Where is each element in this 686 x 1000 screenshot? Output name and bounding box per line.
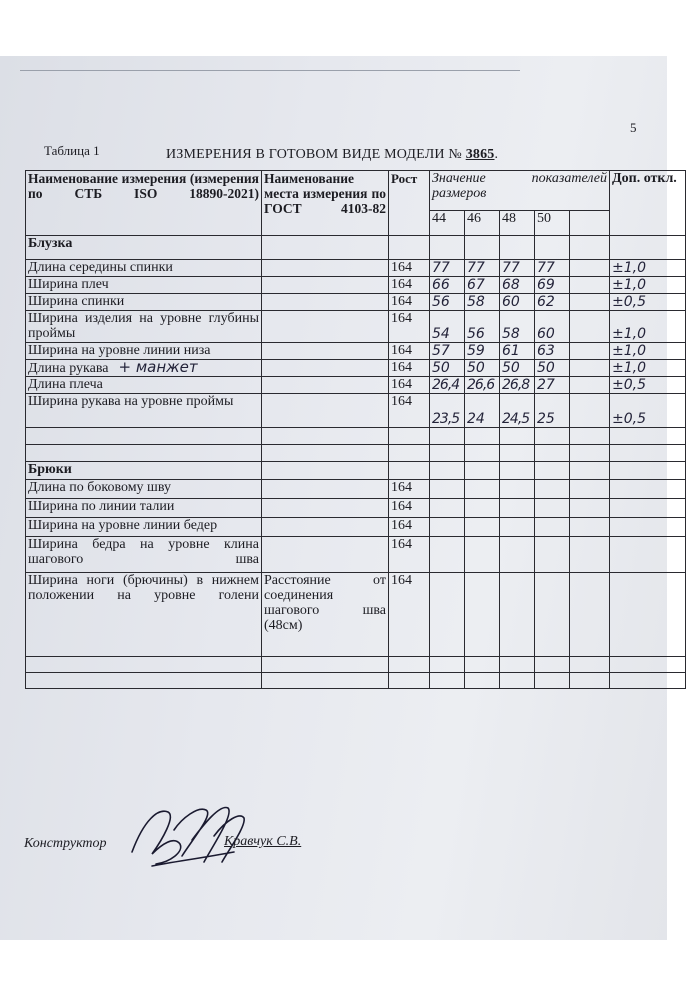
height-value: 164 — [389, 480, 430, 499]
signature-name: Кравчук С.В. — [224, 834, 302, 849]
empty-cell — [570, 518, 610, 537]
empty-cell — [26, 657, 262, 673]
size-value — [535, 499, 570, 518]
tolerance-value: ±1,0 — [610, 260, 686, 277]
height-value: 164 — [389, 360, 430, 377]
handwritten-note: + манжет — [118, 358, 198, 376]
table-row — [26, 260, 686, 277]
empty-cell — [26, 445, 262, 462]
empty-cell — [535, 657, 570, 673]
empty-cell — [262, 428, 389, 445]
size-value: 56 — [430, 294, 465, 311]
height-value: 164 — [389, 260, 430, 277]
table-row — [26, 394, 686, 428]
empty-cell — [389, 428, 430, 445]
measurement-place: Расстояние от соединения шагового шва (48см) — [262, 573, 389, 657]
empty-cell — [500, 445, 535, 462]
size-value — [465, 499, 500, 518]
measurement-name-text: Ширина на уровне линии низа — [28, 343, 211, 358]
measurement-name — [26, 294, 262, 311]
empty-cell — [570, 445, 610, 462]
size-value: 23,5 — [430, 394, 465, 428]
section-empty-cell — [610, 462, 686, 480]
empty-cell — [465, 445, 500, 462]
size-value: 50 — [535, 360, 570, 377]
measurement-place — [262, 294, 389, 311]
size-value: 54 — [430, 311, 465, 343]
table-label: Таблица 1 — [44, 143, 100, 158]
size-value — [465, 480, 500, 499]
section-empty-cell — [262, 462, 389, 480]
size-value: 57 — [430, 343, 465, 360]
size-value: 25 — [535, 394, 570, 428]
size-value — [500, 480, 535, 499]
measurement-name — [26, 377, 262, 394]
measurement-name — [26, 573, 262, 657]
tolerance-value: ±1,0 — [610, 360, 686, 377]
signature-label: Конструктор — [24, 836, 107, 851]
measurement-name — [26, 311, 262, 343]
tolerance-value: ±1,0 — [610, 311, 686, 343]
empty-cell — [570, 260, 610, 277]
size-value: 24,5 — [500, 394, 535, 428]
section-empty-cell — [430, 462, 465, 480]
table-row — [26, 377, 686, 394]
size-value: 67 — [465, 277, 500, 294]
header-values: Значение показателей размеров — [430, 171, 610, 211]
measurement-place — [262, 537, 389, 573]
empty-row — [26, 445, 686, 462]
measurement-name-text: Ширина бедра на уровне клина шагового шва — [28, 537, 259, 567]
empty-cell — [430, 657, 465, 673]
size-value: 56 — [465, 311, 500, 343]
section-empty-cell — [262, 236, 389, 260]
size-value: 77 — [535, 260, 570, 277]
empty-cell — [610, 673, 686, 689]
section-empty-cell — [430, 236, 465, 260]
tolerance-value: ±1,0 — [610, 277, 686, 294]
height-value: 164 — [389, 311, 430, 343]
empty-cell — [570, 428, 610, 445]
empty-cell — [570, 343, 610, 360]
measurement-place — [262, 277, 389, 294]
section-row — [26, 462, 686, 480]
size-value: 77 — [430, 260, 465, 277]
section-empty-cell — [389, 462, 430, 480]
size-value — [500, 573, 535, 657]
table-row — [26, 277, 686, 294]
table-row — [26, 573, 686, 657]
measurement-name-text: Длина рукава — [28, 361, 109, 376]
size-value: 24 — [465, 394, 500, 428]
measurement-name — [26, 260, 262, 277]
measurement-name — [26, 343, 262, 360]
size-value: 58 — [500, 311, 535, 343]
height-value: 164 — [389, 294, 430, 311]
size-value — [430, 499, 465, 518]
tolerance-value — [610, 573, 686, 657]
size-value: 50 — [430, 360, 465, 377]
table-row — [26, 311, 686, 343]
measurement-place — [262, 360, 389, 377]
size-value: 68 — [500, 277, 535, 294]
title-prefix: ИЗМЕРЕНИЯ В ГОТОВОМ ВИДЕ МОДЕЛИ № — [166, 147, 462, 162]
empty-cell — [465, 657, 500, 673]
measurement-place — [262, 480, 389, 499]
empty-cell — [570, 394, 610, 428]
section-empty-cell — [535, 462, 570, 480]
empty-cell — [570, 311, 610, 343]
size-empty — [570, 211, 610, 236]
size-value: 77 — [500, 260, 535, 277]
height-value: 164 — [389, 518, 430, 537]
empty-cell — [570, 377, 610, 394]
empty-cell — [500, 673, 535, 689]
size-value: 62 — [535, 294, 570, 311]
tolerance-value: ±0,5 — [610, 394, 686, 428]
top-rule — [20, 70, 520, 71]
table-row — [26, 537, 686, 573]
measurement-name-text: Длина плеча — [28, 377, 103, 392]
empty-cell — [465, 428, 500, 445]
table-row — [26, 518, 686, 537]
size-44: 44 — [430, 211, 465, 236]
empty-cell — [610, 445, 686, 462]
header-place: Наименование места измерения по ГОСТ 4103-82 — [262, 171, 389, 236]
height-value: 164 — [389, 277, 430, 294]
tolerance-value: ±0,5 — [610, 294, 686, 311]
size-value — [535, 518, 570, 537]
table-row — [26, 294, 686, 311]
size-value: 50 — [465, 360, 500, 377]
table-title — [166, 147, 498, 163]
empty-cell — [430, 428, 465, 445]
size-value: 58 — [465, 294, 500, 311]
table-row — [26, 480, 686, 499]
measurement-name-text: Длина по боковому шву — [28, 480, 171, 495]
empty-cell — [570, 537, 610, 573]
empty-cell — [570, 657, 610, 673]
size-value: 69 — [535, 277, 570, 294]
measurement-place — [262, 260, 389, 277]
size-value: 59 — [465, 343, 500, 360]
size-46: 46 — [465, 211, 500, 236]
empty-cell — [262, 657, 389, 673]
size-value: 26,8 — [500, 377, 535, 394]
section-title: Блузка — [26, 236, 262, 260]
tolerance-value — [610, 518, 686, 537]
measurements-table — [25, 170, 686, 689]
size-value — [465, 573, 500, 657]
size-value — [500, 518, 535, 537]
measurement-name — [26, 537, 262, 573]
height-value: 164 — [389, 377, 430, 394]
empty-cell — [430, 673, 465, 689]
title-suffix: . — [494, 147, 499, 162]
height-value: 164 — [389, 394, 430, 428]
measurement-place — [262, 377, 389, 394]
section-empty-cell — [500, 236, 535, 260]
size-value — [430, 573, 465, 657]
section-empty-cell — [465, 236, 500, 260]
empty-cell — [610, 428, 686, 445]
size-value — [465, 518, 500, 537]
size-value: 66 — [430, 277, 465, 294]
size-value — [500, 537, 535, 573]
empty-cell — [570, 360, 610, 377]
measurement-name — [26, 277, 262, 294]
empty-cell — [570, 294, 610, 311]
size-value: 61 — [500, 343, 535, 360]
size-value: 50 — [500, 360, 535, 377]
empty-cell — [389, 445, 430, 462]
measurement-place — [262, 343, 389, 360]
measurement-name-text: Длина середины спинки — [28, 260, 173, 275]
header-name: Наименование измерения (измерения по СТБ ISO 18890-2021) — [26, 171, 262, 236]
size-value: 77 — [465, 260, 500, 277]
measurement-name — [26, 480, 262, 499]
empty-cell — [570, 499, 610, 518]
height-value: 164 — [389, 343, 430, 360]
empty-cell — [500, 657, 535, 673]
empty-cell — [389, 673, 430, 689]
empty-cell — [465, 673, 500, 689]
measurement-place — [262, 394, 389, 428]
section-empty-cell — [500, 462, 535, 480]
measurement-place — [262, 311, 389, 343]
size-value — [430, 537, 465, 573]
tolerance-value — [610, 537, 686, 573]
empty-cell — [610, 657, 686, 673]
size-value: 63 — [535, 343, 570, 360]
size-value: 26,4 — [430, 377, 465, 394]
model-number: 3865 — [465, 147, 495, 162]
empty-cell — [535, 673, 570, 689]
measurement-name — [26, 518, 262, 537]
table-row — [26, 499, 686, 518]
tolerance-value: ±1,0 — [610, 343, 686, 360]
empty-cell — [570, 480, 610, 499]
empty-cell — [570, 573, 610, 657]
empty-cell — [262, 445, 389, 462]
height-value: 164 — [389, 537, 430, 573]
section-empty-cell — [610, 236, 686, 260]
measurement-name-text: Ширина спинки — [28, 294, 125, 309]
size-value — [535, 480, 570, 499]
page-number: 5 — [630, 120, 637, 135]
size-value — [465, 537, 500, 573]
size-48: 48 — [500, 211, 535, 236]
measurement-name-text: Ширина по линии талии — [28, 499, 175, 514]
section-title: Брюки — [26, 462, 262, 480]
measurement-name-text: Ширина изделия на уровне глубины проймы — [28, 311, 259, 341]
size-50: 50 — [535, 211, 570, 236]
size-value — [535, 537, 570, 573]
empty-cell — [570, 277, 610, 294]
measurement-name-text: Ширина рукава на уровне проймы — [28, 394, 234, 409]
height-value: 164 — [389, 499, 430, 518]
measurement-name-text: Ширина плеч — [28, 277, 109, 292]
size-value: 27 — [535, 377, 570, 394]
empty-cell — [26, 428, 262, 445]
size-value — [430, 480, 465, 499]
tolerance-value: ±0,5 — [610, 377, 686, 394]
section-empty-cell — [535, 236, 570, 260]
size-value: 26,6 — [465, 377, 500, 394]
empty-row — [26, 673, 686, 689]
measurement-name — [26, 360, 262, 377]
measurement-name-text: Ширина на уровне линии бедер — [28, 518, 218, 533]
size-value — [430, 518, 465, 537]
size-value: 60 — [535, 311, 570, 343]
size-value — [535, 573, 570, 657]
measurement-name — [26, 394, 262, 428]
background-top — [0, 0, 667, 56]
measurement-name — [26, 499, 262, 518]
section-empty-cell — [389, 236, 430, 260]
height-value: 164 — [389, 573, 430, 657]
size-value — [500, 499, 535, 518]
empty-cell — [262, 673, 389, 689]
table-row — [26, 343, 686, 360]
empty-cell — [570, 673, 610, 689]
empty-cell — [389, 657, 430, 673]
tolerance-value — [610, 499, 686, 518]
empty-cell — [535, 428, 570, 445]
empty-cell — [26, 673, 262, 689]
table-row — [26, 360, 686, 377]
size-value: 60 — [500, 294, 535, 311]
header-height: Рост — [389, 171, 430, 236]
tolerance-value — [610, 480, 686, 499]
empty-cell — [500, 428, 535, 445]
measurement-name-text: Ширина ноги (брючины) в нижнем положении на уровне голени — [28, 573, 259, 603]
background-bottom — [0, 940, 667, 1000]
header-tolerance: Доп. откл. — [610, 171, 686, 236]
section-row — [26, 236, 686, 260]
empty-cell — [535, 445, 570, 462]
empty-row — [26, 657, 686, 673]
measurement-place — [262, 499, 389, 518]
section-empty-cell — [570, 236, 610, 260]
measurement-place — [262, 518, 389, 537]
section-empty-cell — [465, 462, 500, 480]
empty-row — [26, 428, 686, 445]
empty-cell — [430, 445, 465, 462]
section-empty-cell — [570, 462, 610, 480]
